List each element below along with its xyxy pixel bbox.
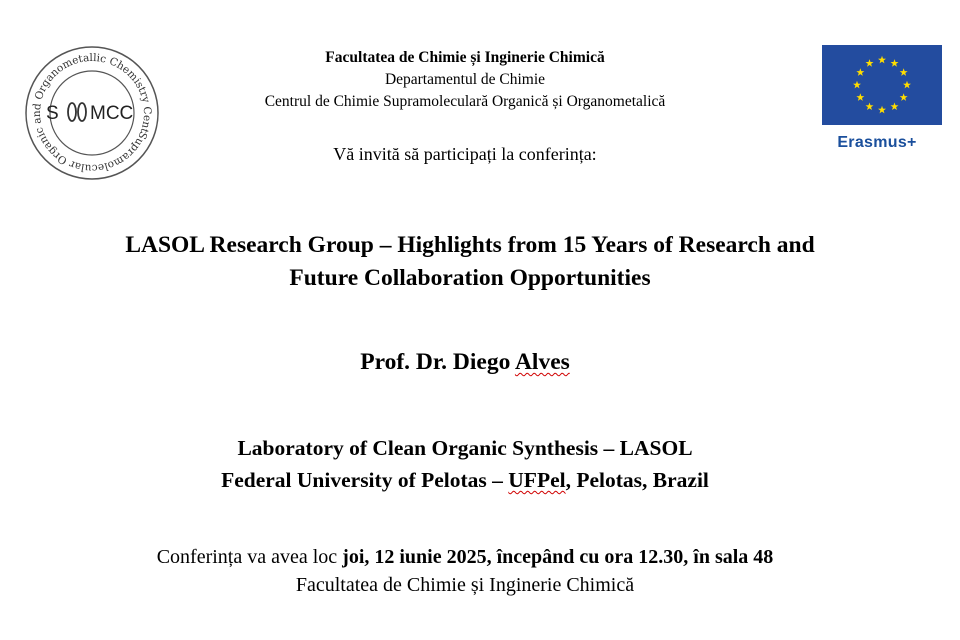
details-prefix: Conferința va avea loc <box>156 546 343 568</box>
soomcc-logo <box>24 45 160 181</box>
details-line-2: Facultatea de Chimie și Inginerie Chimică <box>295 574 635 596</box>
title-line-2: Future Collaboration Opportunities <box>289 265 651 291</box>
title-line-1: LASOL Research Group – Highlights from 15 Years of Research and <box>125 232 815 258</box>
affiliation-line-1: Laboratory of Clean Organic Synthesis – LASOL <box>237 436 693 460</box>
svg-text:MCC: MCC <box>90 103 134 124</box>
affiliation-prefix: Federal University of Pelotas – <box>221 468 509 492</box>
affiliation-abbr: UFPel <box>508 468 566 492</box>
centre-name: Centrul de Chimie Supramoleculară Organică și Organometalică <box>264 93 666 110</box>
affiliation-suffix: , Pelotas, Brazil <box>565 468 709 492</box>
eu-flag-icon <box>822 45 942 125</box>
event-details <box>40 543 890 599</box>
affiliation <box>60 432 870 496</box>
svg-text:S: S <box>46 103 59 124</box>
affiliation-line-2 <box>60 464 870 496</box>
header-block <box>180 47 750 113</box>
invitation-text: Vă invită să participați la conferința: <box>333 144 597 164</box>
faculty-name: Facultatea de Chimie și Inginerie Chimică <box>325 49 605 66</box>
erasmus-plus-label: Erasmus+ <box>837 134 917 151</box>
details-line-1 <box>40 543 890 571</box>
speaker-name <box>200 349 730 376</box>
speaker-prefix: Prof. Dr. Diego <box>360 349 515 375</box>
speaker-surname: Alves <box>514 349 570 375</box>
conference-title <box>20 229 920 295</box>
department-name: Departamentul de Chimie <box>384 71 546 88</box>
details-when-where: joi, 12 iunie 2025, începând cu ora 12.30, în sala 48 <box>342 546 774 568</box>
svg-text:Supramolecular Organic and Org: Supramolecular Organic and Organometallic Chemistry Centre <box>30 51 154 175</box>
